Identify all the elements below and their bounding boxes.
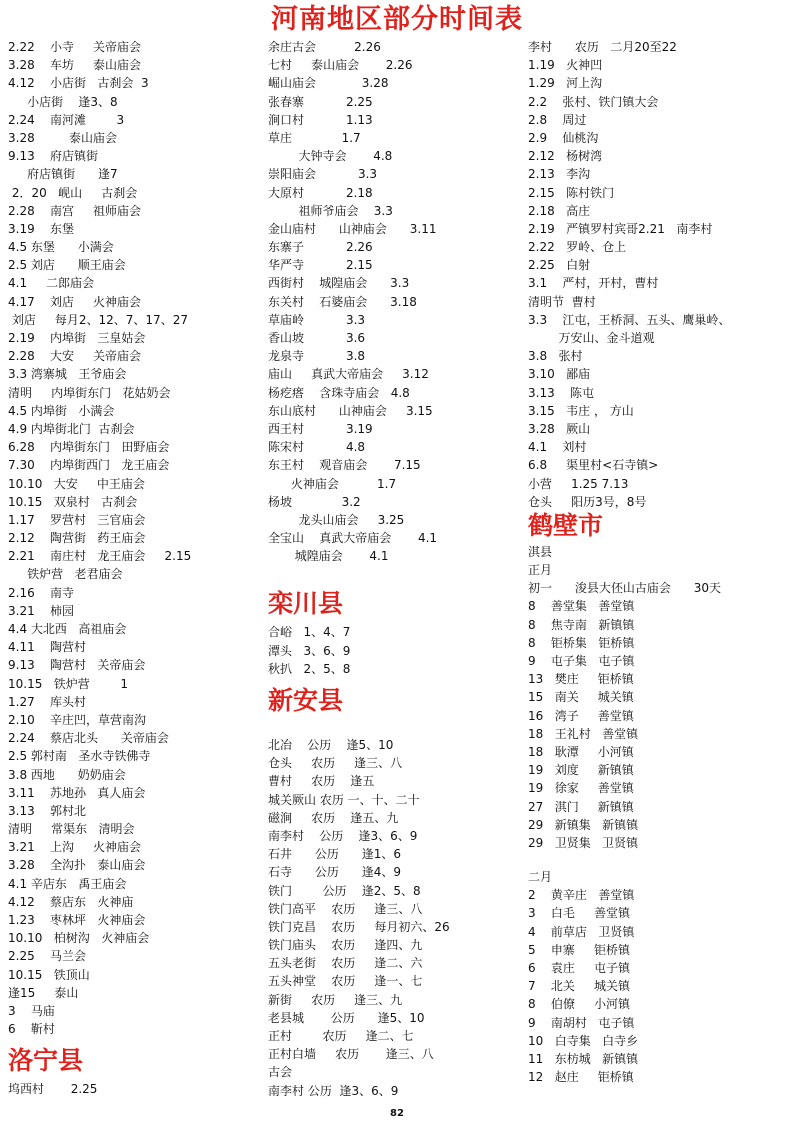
schedule-line: 铁门 公历 逢2、5、8 [268, 883, 421, 898]
schedule-line: 10.15 铁顶山 [8, 967, 90, 982]
schedule-line: 15 南关 城关镇 [528, 690, 634, 705]
schedule-line: 7 北关 城关镇 [528, 979, 630, 994]
schedule-line: 东王村 观音庙会 7.15 [268, 458, 421, 473]
schedule-line: 29 卫贤集 卫贤镇 [528, 835, 639, 850]
schedule-line: 陈宋村 4.8 [268, 440, 366, 455]
schedule-line: 18 耿潭 小河镇 [528, 744, 634, 759]
schedule-line: 铁门庙头 农历 逢四、九 [268, 938, 423, 953]
schedule-line: 5 申寨 钜桥镇 [528, 942, 630, 957]
schedule-line: 秋扒 2、5、8 [268, 661, 351, 676]
schedule-line: 崛山庙会 3.28 [268, 76, 389, 91]
column-1 [8, 38, 258, 1099]
schedule-line: 4.5 内埠街 小满会 [8, 403, 115, 418]
schedule-line: 城隍庙会 4.1 [268, 549, 389, 564]
schedule-line: 正月 [528, 563, 553, 578]
schedule-line: 3.8 张村 [528, 349, 583, 364]
schedule-line: 草庙岭 3.3 [268, 312, 366, 327]
schedule-line: 小店街 逢3、8 [8, 94, 118, 109]
schedule-line: 4.12 小店街 古刹会 3 [8, 76, 149, 91]
schedule-line: 二月 [528, 870, 553, 885]
schedule-line: 石井 公历 逢1、6 [268, 847, 402, 862]
schedule-line: 2.25 马兰会 [8, 949, 86, 964]
schedule-line: 潭头 3、6、9 [268, 643, 351, 658]
schedule-line: 1.29 河上沟 [528, 76, 603, 91]
schedule-line: 庙山 真武大帝庙会 3.12 [268, 367, 429, 382]
schedule-line: 五头神堂 农历 逢一、七 [268, 974, 423, 989]
schedule-line: 2.2 张村、铁门镇大会 [528, 94, 659, 109]
schedule-line: 府店镇街 逢7 [8, 167, 118, 182]
schedule-line: 3.28 厥山 [528, 421, 591, 436]
schedule-line: 1.27 库头村 [8, 694, 86, 709]
schedule-line: 13 樊庄 钜桥镇 [528, 672, 634, 687]
schedule-line: 6.28 内埠街东门 田野庙会 [8, 440, 170, 455]
schedule-line: 1.19 火神凹 [528, 58, 603, 73]
schedule-line: 2.16 南寺 [8, 585, 74, 600]
schedule-line: 3 白毛 善堂镇 [528, 906, 630, 921]
schedule-line: 杨坡 3.2 [268, 494, 361, 509]
column-2 [268, 38, 523, 1100]
schedule-line: 七村 泰山庙会 2.26 [268, 58, 413, 73]
schedule-line: 2.24 蔡店北头 关帝庙会 [8, 731, 169, 746]
schedule-line: 3.21 柿园 [8, 603, 74, 618]
schedule-line: 2.19 严镇罗村宾哥2.21 南李村 [528, 221, 713, 236]
schedule-line: 东关村 石婆庙会 3.18 [268, 294, 417, 309]
schedule-line: 新街 农历 逢三、九 [268, 992, 403, 1007]
schedule-line: 4.5 东堡 小满会 [8, 240, 114, 255]
schedule-line: 大原村 2.18 [268, 185, 373, 200]
schedule-line: 18 王礼村 善堂镇 [528, 726, 639, 741]
schedule-line: 曹村 农历 逢五 [268, 774, 375, 789]
schedule-line: 华严寺 2.15 [268, 258, 373, 273]
schedule-line: 9 屯子集 屯子镇 [528, 654, 635, 668]
schedule-line: 龙头山庙会 3.25 [268, 512, 405, 527]
schedule-line: 29 新镇集 新镇镇 [528, 817, 639, 832]
schedule-line: 初一 浚县大伾山古庙会 30天 [528, 581, 722, 596]
schedule-line: 仓头 农历 逢三、八 [268, 756, 403, 771]
schedule-line: 大钟寺会 4.8 [268, 149, 393, 164]
schedule-line: 2.9 仙桃沟 [528, 130, 599, 145]
schedule-line: 香山坡 3.6 [268, 331, 366, 345]
schedule-line: 9.13 陶营村 关帝庙会 [8, 658, 146, 673]
schedule-line: 石寺 公历 逢4、9 [268, 865, 402, 880]
schedule-line: 西街村 城隍庙会 3.3 [268, 276, 410, 291]
schedule-line: 2.22 罗岭、仓上 [528, 240, 627, 255]
schedule-line: 4.1 二郎庙会 [8, 276, 95, 291]
section-heading: 洛宁县 [8, 1046, 84, 1076]
schedule-line: 3.13 陈屯 [528, 385, 594, 400]
schedule-line: 杨疙瘩 含珠寺庙会 4.8 [268, 385, 410, 400]
schedule-line: 4.12 蔡店东 火神庙 [8, 894, 134, 909]
schedule-line: 南李村 公历 逢3、6、9 [268, 828, 418, 843]
schedule-line: 4.1 刘村 [528, 440, 587, 455]
schedule-line: 2.5 郭村南 圣水寺铁佛寺 [8, 749, 151, 764]
schedule-line: 清明 常渠东 清明会 [8, 822, 135, 837]
schedule-line: 祖师爷庙会 3.3 [268, 203, 393, 218]
schedule-line: 2.21 南庄村 龙王庙会 2.15 [8, 549, 192, 564]
schedule-line: 10 白寺集 白寺乡 [528, 1033, 639, 1048]
schedule-line: 3.11 苏地孙 真人庙会 [8, 785, 146, 800]
schedule-line: 东山底村 山神庙会 3.15 [268, 403, 433, 418]
schedule-line: 清明节 曹村 [528, 294, 596, 309]
schedule-line: 8 钜桥集 钜桥镇 [528, 635, 635, 650]
schedule-line: 2.15 陈村铁门 [528, 185, 615, 200]
schedule-line: 小营 1.25 7.13 [528, 476, 629, 491]
schedule-line: 1.17 罗营村 三官庙会 [8, 512, 146, 527]
schedule-line: 涧口村 1.13 [268, 112, 373, 127]
schedule-line: 2．20 岘山 古刹会 [8, 185, 138, 200]
spacer [528, 852, 790, 868]
schedule-line: 西王村 3.19 [268, 421, 373, 436]
schedule-line: 2.19 内埠街 三皇姑会 [8, 331, 146, 345]
schedule-line: 2.5 刘店 顺王庙会 [8, 258, 126, 273]
section-heading: 鹤壁市 [528, 510, 604, 540]
schedule-line: 2.18 高庄 [528, 203, 591, 218]
schedule-line: 3.28 全沟扑 泰山庙会 [8, 858, 146, 873]
schedule-line: 27 淇门 新镇镇 [528, 799, 634, 814]
schedule-line: 铁门克昌 农历 每月初六、26 [268, 919, 450, 934]
schedule-line: 崇阳庙会 3.3 [268, 167, 378, 182]
schedule-line: 6 袁庄 屯子镇 [528, 961, 630, 975]
schedule-line: 2.28 大安 关帝庙会 [8, 349, 142, 364]
schedule-line: 2.22 小寺 关帝庙会 [8, 40, 142, 54]
schedule-line: 3.15 韦庄 ， 方山 [528, 403, 634, 418]
schedule-line: 清明 内埠街东门 花姑奶会 [8, 385, 171, 400]
schedule-line: 4 前草店 卫贤镇 [528, 924, 635, 939]
schedule-line: 草庄 1.7 [268, 130, 361, 145]
schedule-line: 2.25 白射 [528, 258, 591, 273]
schedule-line: 余庄古会 2.26 [268, 40, 381, 54]
schedule-line: 8 焦寺南 新镇镇 [528, 617, 635, 632]
schedule-line: 3.8 西地 奶奶庙会 [8, 767, 126, 782]
spacer [268, 565, 523, 581]
schedule-line: 4.4 大北西 高祖庙会 [8, 622, 127, 636]
schedule-line: 3.19 东堡 [8, 221, 74, 236]
schedule-line: 2.13 李沟 [528, 167, 591, 182]
schedule-line: 2 黄辛庄 善堂镇 [528, 888, 635, 903]
page-number: 82 [390, 1108, 404, 1119]
schedule-line: 合峪 1、4、7 [268, 625, 351, 640]
schedule-line: 城关厥山 农历 一、十、二十 [268, 792, 420, 807]
schedule-line: 2.12 陶营街 药王庙会 [8, 531, 146, 546]
schedule-line: 9 南胡村 屯子镇 [528, 1015, 635, 1030]
schedule-line: 10.10 大安 中王庙会 [8, 476, 145, 491]
schedule-line: 10.15 铁炉营 1 [8, 676, 128, 691]
schedule-line: 坞西村 2.25 [8, 1082, 98, 1097]
schedule-line: 10.15 双泉村 古刹会 [8, 494, 138, 509]
schedule-line: 4.1 辛店东 禹王庙会 [8, 876, 127, 891]
schedule-line: 逢15 泰山 [8, 985, 79, 1000]
section-heading: 新安县 [268, 686, 344, 715]
schedule-line: 正村白墙 农历 逢三、八 [268, 1047, 434, 1062]
schedule-line: 刘店 每月2、12、7、17、27 [8, 312, 188, 327]
schedule-line: 4.9 内埠街北门 古刹会 [8, 421, 135, 436]
schedule-line: 8 善堂集 善堂镇 [528, 599, 635, 614]
schedule-line: 老县城 公历 逢5、10 [268, 1010, 425, 1025]
schedule-line: 2.12 杨树湾 [528, 149, 603, 164]
schedule-line: 11 东枋城 新镇镇 [528, 1051, 639, 1066]
schedule-line: 3.21 上沟 火神庙会 [8, 840, 142, 855]
schedule-line: 2.10 辛庄凹，草营南沟 [8, 712, 146, 727]
column-3 [528, 38, 790, 1086]
schedule-line: 李村 农历 二月20至22 [528, 40, 677, 54]
schedule-line: 3.3 江屯，王桥洞、五头、鹰巢岭、 [528, 312, 731, 327]
schedule-line: 张春寨 2.25 [268, 94, 373, 109]
schedule-line: 7.30 内埠街西门 龙王庙会 [8, 458, 170, 473]
schedule-line: 龙泉寺 3.8 [268, 349, 366, 364]
schedule-line: 16 湾子 善堂镇 [528, 708, 634, 723]
schedule-line: 6 靳村 [8, 1022, 55, 1037]
schedule-line: 全宝山 真武大帝庙会 4.1 [268, 531, 438, 546]
schedule-line: 万安山、金斗道观 [528, 331, 655, 345]
schedule-line: 3.10 鄙庙 [528, 367, 591, 382]
schedule-line: 9.13 府店镇街 [8, 149, 98, 164]
schedule-line: 19 徐家 善堂镇 [528, 781, 634, 796]
schedule-line: 12 赵庄 钜桥镇 [528, 1070, 634, 1085]
schedule-line: 南李村 公历 逢3、6、9 [268, 1083, 399, 1098]
schedule-line: 金山庙村 山神庙会 3.11 [268, 221, 437, 236]
schedule-line: 正村 农历 逢二、七 [268, 1029, 414, 1043]
schedule-line: 铁炉营 老君庙会 [8, 567, 123, 582]
schedule-line: 磁涧 农历 逢五、九 [268, 810, 399, 825]
schedule-line: 3.28 车坊 泰山庙会 [8, 58, 142, 73]
schedule-line: 10.10 柏树沟 火神庙会 [8, 931, 150, 946]
schedule-line: 3.28 泰山庙会 [8, 130, 118, 145]
schedule-line: 2.8 周过 [528, 112, 587, 127]
schedule-line: 铁门高平 农历 逢三、八 [268, 901, 423, 916]
section-heading: 栾川县 [268, 589, 344, 619]
schedule-line: 火神庙会 1.7 [268, 476, 397, 491]
schedule-line: 3.13 郭村北 [8, 803, 86, 818]
schedule-line: 3.1 严村，开村，曹村 [528, 276, 659, 291]
spacer [268, 720, 523, 736]
schedule-line: 仓头 阳历3号，8号 [528, 494, 647, 509]
page-title: 河南地区部分时间表 [271, 4, 523, 35]
schedule-line: 8 伯僚 小河镇 [528, 997, 630, 1012]
schedule-line: 3 马庙 [8, 1003, 55, 1018]
schedule-line: 五头老街 农历 逢二、六 [268, 956, 423, 971]
schedule-line: 3.3 湾寨城 王爷庙会 [8, 367, 127, 382]
schedule-line: 19 刘度 新镇镇 [528, 763, 634, 778]
schedule-line: 6.8 渠里村<石寺镇> [528, 458, 659, 473]
schedule-line: 淇县 [528, 544, 553, 559]
schedule-line: 2.28 南宫 祖师庙会 [8, 203, 142, 218]
schedule-line: 2.24 南河滩 3 [8, 112, 125, 127]
schedule-line: 1.23 枣林坪 火神庙会 [8, 913, 146, 927]
schedule-line: 东寨子 2.26 [268, 240, 373, 255]
schedule-line: 4.11 陶营村 [8, 640, 86, 655]
schedule-line: 4.17 刘店 火神庙会 [8, 294, 142, 309]
schedule-line: 北冶 公历 逢5、10 [268, 738, 394, 752]
schedule-line: 古会 [268, 1065, 293, 1080]
